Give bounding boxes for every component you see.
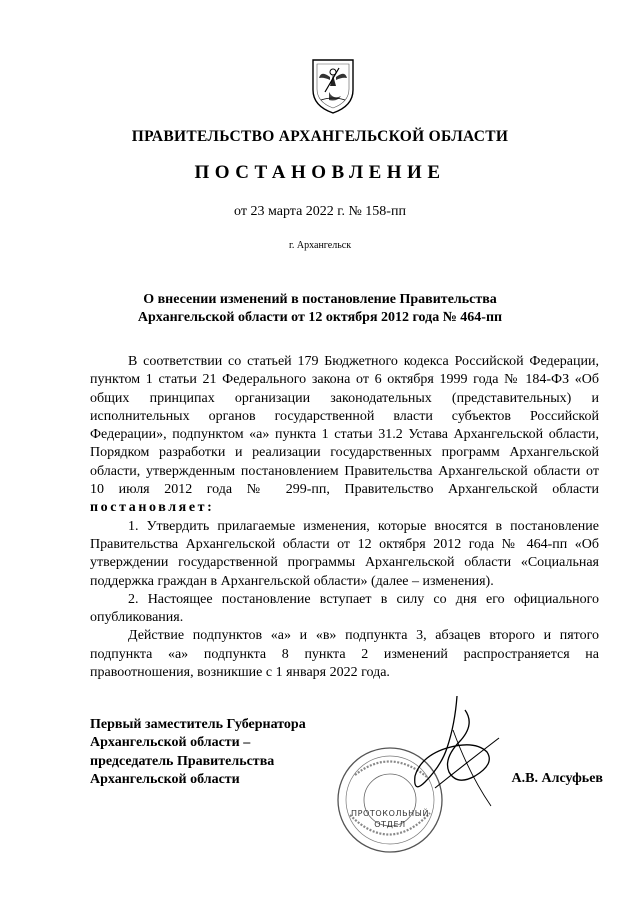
subject-line-2: Архангельской области от 12 октября 2012 года № 464-пп — [137, 310, 503, 325]
resolves-word: постановляет — [90, 500, 208, 516]
stamp-label — [350, 808, 430, 830]
handwritten-signature-icon — [395, 690, 505, 810]
government-name: ПРАВИТЕЛЬСТВО АРХАНГЕЛЬСКОЙ ОБЛАСТИ — [131, 128, 509, 145]
subject-line-1: О внесении изменений в постановление Правительства — [143, 292, 497, 307]
document-type: ПОСТАНОВЛЕНИЕ — [194, 162, 446, 183]
stamp-label-line-2: ОТДЕЛ — [374, 820, 406, 829]
document-subject — [90, 291, 550, 327]
position-line-1: Первый заместитель Губернатора — [90, 717, 306, 732]
resolves-colon: : — [207, 500, 212, 516]
document-date-number: от 23 марта 2022 г. № 158-пп — [234, 204, 406, 219]
position-line-2: Архангельской области – — [90, 735, 251, 751]
item-1-paragraph: 1. Утвердить прилагаемые изменения, которые вносятся в постановление Правительства Архангельской области от 12 октября 2012 года № 464-пп «Об утверждении государственной программы Архангельской области «Социальная поддержка граждан в Архангельской области» (далее – изменения). — [90, 518, 599, 589]
preamble-paragraph — [90, 353, 599, 518]
signer-name: А.В. Алсуфьев — [511, 771, 603, 786]
arkhangelsk-coat-of-arms-icon — [309, 56, 357, 116]
item-3-paragraph: Действие подпунктов «а» и «в» подпункта 3, абзацев второго и пятого подпункта «а» подпункта 8 пункта 2 изменений распространяется на правоотношения, возникшие с 1 января 2022 года. — [90, 628, 599, 681]
item-2-paragraph: 2. Настоящее постановление вступает в силу со дня его официального опубликования. — [90, 591, 599, 626]
document-body — [90, 353, 599, 682]
signer-position — [90, 716, 370, 790]
document-city: г. Архангельск — [288, 240, 352, 251]
preamble-text: В соответствии со статьей 179 Бюджетного кодекса Российской Федерации, пунктом 1 статьи 21 Федерального закона от 6 октября 1999 года № 184-ФЗ «Об общих принципах организации законодательных (представительных) и исполнительных органов государственной власти субъектов Российской Федерации», подпунктом «а» пункта 1 статьи 31.2 Устава Архангельской области, Порядком разработки и реализации государственных программ Архангельской области, утвержденным постановлением Правительства Архангельской области от 10 июля 2012 года № 299-пп, Правительство Архангельской области — [90, 354, 599, 498]
stamp-label-line-1: ПРОТОКОЛЬНЫЙ — [350, 809, 430, 818]
position-line-4: Архангельской области — [90, 772, 240, 788]
position-line-3: председатель Правительства — [90, 753, 275, 769]
